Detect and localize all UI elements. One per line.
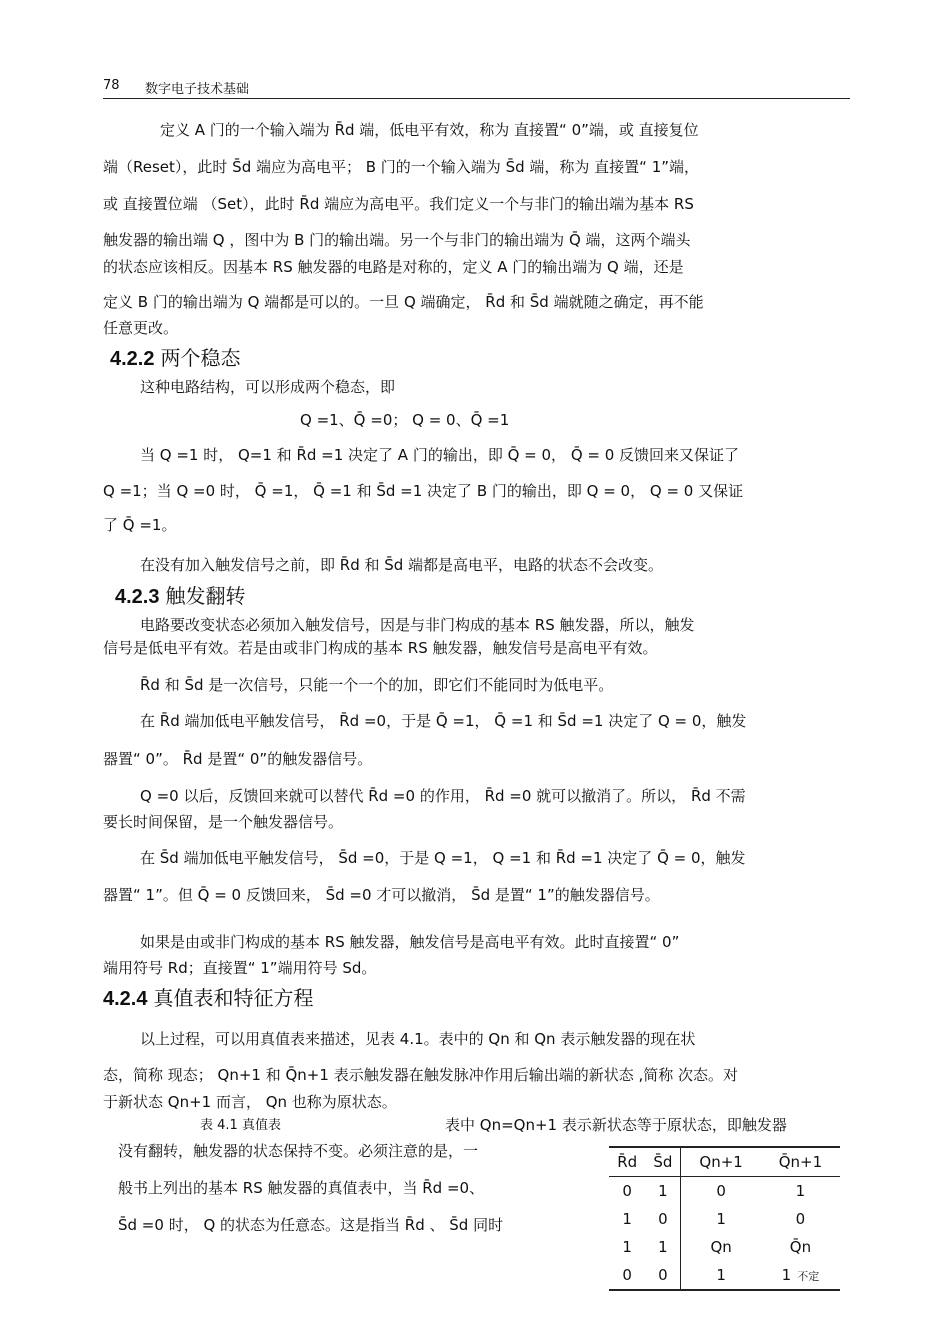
text-line: 端（Reset），此时 S̄d 端应为高电平； B 门的一个输入端为 S̄d 端，称为 直接置“ 1”端， [103, 158, 700, 176]
text-line: 器置“ 0”。 R̄d 是置“ 0”的触发器信号。 [103, 750, 373, 768]
text-line: 器置“ 1”。但 Q̄ = 0 反馈回来， S̄d =0 才可以撤消， S̄d 是置“ 1”的触发器信号。 [103, 886, 660, 904]
text-line: R̄d 和 S̄d 是一次信号，只能一个一个的加，即它们不能同时为低电平。 [140, 676, 614, 694]
table-cell: 1 [795, 1182, 806, 1200]
text-line: 信号是低电平有效。若是由或非门构成的基本 RS 触发器，触发信号是高电平有效。 [103, 639, 658, 657]
text-line: 触发器的输出端 Q ，图中为 B 门的输出端。另一个与非门的输出端为 Q̄ 端，这两个端头 [103, 231, 691, 249]
table-row [609, 1177, 840, 1206]
table-header-cell: Q̄n+1 [761, 1147, 840, 1177]
table-row [609, 1205, 840, 1233]
text-line: Q =0 以后，反馈回来就可以替代 R̄d =0 的作用， R̄d =0 就可以撤消了。所以， R̄d 不需 [140, 787, 746, 805]
text-line: 电路要改变状态必须加入触发信号，因是与非门构成的基本 RS 触发器，所以，触发 [140, 616, 695, 634]
table-header-row [609, 1147, 840, 1177]
section-number: 4.2.4 [103, 988, 148, 1010]
page-number: 78 [103, 78, 120, 93]
table-cell: 1 [645, 1177, 681, 1206]
formula-line: Q =1、Q̄ =0； Q = 0、Q̄ =1 [300, 411, 510, 429]
text-line: 端用符号 Rd；直接置“ 1”端用符号 Sd。 [103, 959, 377, 977]
table-cell: Q̄n [789, 1238, 812, 1256]
section-number: 4.2.2 [110, 348, 155, 370]
text-line: 态，简称 现态； Qn+1 和 Q̄n+1 表示触发器在触发脉冲作用后输出端的新状态 ,简称 次态。对 [103, 1066, 738, 1084]
table-cell: 0 [645, 1205, 681, 1233]
table-header-cell: R̄d [609, 1147, 645, 1177]
table-header-cell: S̄d [645, 1147, 681, 1177]
text-line: 了 Q̄ =1。 [103, 516, 177, 534]
text-line: 表中 Qn=Qn+1 表示新状态等于原状态，即触发器 [445, 1116, 787, 1134]
section-title: 触发翻转 [165, 584, 246, 608]
table-cell: 0 [795, 1210, 806, 1228]
section-heading-4-2-3 [115, 583, 245, 610]
text-line: S̄d =0 时， Q 的状态为任意态。这是指当 R̄d 、 S̄d 同时 [118, 1216, 504, 1234]
text-line: 如果是由或非门构成的基本 RS 触发器，触发信号是高电平有效。此时直接置“ 0” [140, 933, 680, 951]
table-row [609, 1233, 840, 1261]
section-title: 真值表和特征方程 [153, 986, 314, 1010]
text-line: 这种电路结构，可以形成两个稳态，即 [140, 378, 396, 396]
table-cell: 1 [622, 1238, 632, 1256]
section-heading-4-2-2 [110, 345, 240, 372]
page-header [103, 76, 850, 99]
section-title: 两个稳态 [160, 346, 241, 370]
table-cell: 0 [609, 1261, 645, 1290]
section-number: 4.2.3 [115, 586, 160, 608]
text-line: 任意更改。 [103, 319, 179, 337]
table-cell: 0 [716, 1182, 726, 1200]
text-line: 定义 B 门的输出端为 Q 端都是可以的。一旦 Q 端确定， R̄d 和 S̄d 端就随之确定，再不能 [103, 293, 704, 311]
table-cell: 0 [645, 1261, 681, 1290]
text-line: 没有翻转，触发器的状态保持不变。必须注意的是，一 [118, 1142, 479, 1160]
text-line: 在没有加入触发信号之前，即 R̄d 和 S̄d 端都是高电平，电路的状态不会改变。 [140, 556, 664, 574]
text-line: 以上过程，可以用真值表来描述，见表 4.1。表中的 Qn 和 Qn 表示触发器的现在状 [140, 1030, 696, 1048]
table-cell: 1 [716, 1210, 726, 1228]
truth-table [609, 1146, 840, 1291]
table-cell-value: 1 [781, 1266, 792, 1284]
table-cell: 1 [681, 1261, 761, 1290]
table-cell: 0 [622, 1182, 632, 1200]
text-line: 的状态应该相反。因基本 RS 触发器的电路是对称的，定义 A 门的输出端为 Q 端，还是 [103, 258, 684, 276]
table-header-cell: Qn+1 [681, 1147, 761, 1177]
table-cell: 1 [622, 1210, 632, 1228]
text-line: 在 S̄d 端加低电平触发信号， S̄d =0，于是 Q =1， Q =1 和 R̄d =1 决定了 Q̄ = 0，触发 [140, 849, 746, 867]
table-row [609, 1261, 840, 1290]
text-line: 般书上列出的基本 RS 触发器的真值表中，当 R̄d =0、 [118, 1179, 485, 1197]
text-line: 当 Q =1 时， Q=1 和 R̄d =1 决定了 A 门的输出，即 Q̄ = 0， Q̄ = 0 反馈回来又保证了 [140, 446, 740, 464]
text-line: 要长时间保留，是一个触发器信号。 [103, 813, 344, 831]
table-cell [761, 1261, 840, 1290]
book-title: 数字电子技术基础 [145, 82, 250, 97]
section-heading-4-2-4 [103, 985, 313, 1012]
text-line: 于新状态 Qn+1 而言， Qn 也称为原状态。 [103, 1093, 397, 1111]
text-line: 在 R̄d 端加低电平触发信号， R̄d =0，于是 Q̄ =1， Q̄ =1 和 S̄d =1 决定了 Q = 0，触发 [140, 712, 747, 730]
text-line: Q =1；当 Q =0 时， Q̄ =1， Q̄ =1 和 S̄d =1 决定了 B 门的输出，即 Q = 0， Q = 0 又保证 [103, 482, 744, 500]
table-cell: Qn [710, 1238, 732, 1256]
text-line: 定义 A 门的一个输入端为 R̄d 端，低电平有效，称为 直接置“ 0”端，或 直接复位 [160, 121, 699, 139]
table-note: 不定 [797, 1270, 820, 1283]
text-line: 或 直接置位端 （Set），此时 R̄d 端应为高电平。我们定义一个与非门的输出端为基本 RS [103, 195, 694, 213]
table-caption: 表 4.1 真值表 [200, 1118, 281, 1133]
table-cell: 1 [645, 1233, 681, 1261]
